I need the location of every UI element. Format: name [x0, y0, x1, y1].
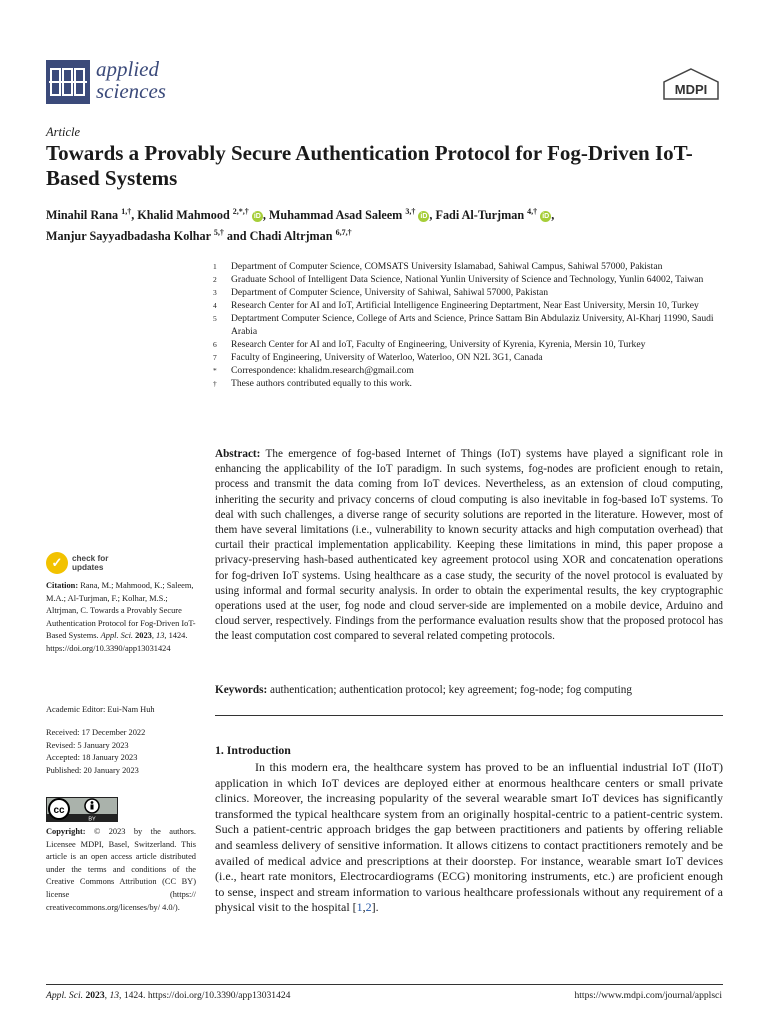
footer-doi: , 1424. https://doi.org/10.3390/app13031424 [119, 990, 291, 1001]
svg-text:cc: cc [53, 805, 65, 816]
author-affiliation-marks: 6,7,† [335, 228, 352, 238]
check-label-line2: updates [72, 563, 104, 572]
copyright-text: © 2023 by the authors. Licensee MDPI, Basel, Switzerland. This article is an open access article distributed under the terms and conditions of the Creative Commons Attribution (CC BY) license (https:// creativecommons.org/licenses/by/ 4.0/). [46, 827, 197, 912]
author [46, 208, 131, 222]
body-text-end: ]. [371, 900, 379, 915]
section-heading: 1. Introduction [215, 743, 291, 757]
keywords-text: authentication; authentication protocol; key agreement; fog-node; fog computing [270, 684, 632, 696]
cc-by-label: BY [88, 816, 96, 822]
abstract [215, 447, 723, 645]
affiliation-text: Research Center for AI and IoT, Artificial Intelligence Engineering Deptartment, Near East University, Mersin 10, Turkey [231, 300, 699, 311]
footer-volume: 13 [109, 990, 120, 1001]
affiliation-item [213, 351, 723, 364]
affiliation-list [213, 260, 723, 390]
author [269, 208, 430, 222]
affiliation-number: * [213, 366, 217, 375]
paper-title: Towards a Provably Secure Authentication Protocol for Fog-Driven IoT-Based Systems [46, 141, 693, 190]
affiliation-number: 4 [213, 301, 217, 310]
orcid-icon[interactable]: iD [253, 213, 261, 221]
affiliation-item [213, 286, 723, 299]
affiliation-text: Research Center for AI and IoT, Faculty of Engineering, University of Kyrenia, Kyrenia, Mersin 10, Turkey [231, 339, 646, 350]
publisher-name: MDPI [674, 82, 708, 97]
author-name: Minahil Rana [46, 208, 119, 223]
author [436, 208, 552, 222]
affiliation-text: Correspondence: khalidm.research@gmail.com [231, 365, 414, 376]
affiliation-item [213, 260, 723, 273]
citation-volume: 13 [156, 631, 165, 641]
cc-by-license-icon[interactable] [46, 797, 118, 822]
footer-year: 2023 [85, 990, 105, 1001]
affiliation-item [213, 377, 723, 390]
author-name: Chadi Altrjman [249, 229, 333, 244]
reference-link-1[interactable]: 1 [356, 900, 363, 915]
affiliation-text: Graduate School of Intelligent Data Science, National Yunlin University of Science and Technology, Yunlin 64002, Taiwan [231, 274, 704, 285]
orcid-icon[interactable]: iD [542, 213, 550, 221]
author-affiliation-marks: 1,† [121, 207, 132, 216]
article-type: Article [46, 125, 81, 139]
copyright-notice [46, 826, 196, 914]
affiliation-text: These authors contributed equally to this work. [231, 378, 412, 389]
citation: Citation: Rana, M.; Mahmood, K.; Saleem, M.A.; Al-Turjman, F.; Kolhar, M.S.; Altrjman, C. Towards a Provably Secure Authentication Protocol for Fog-Driven IoT-Based Systems. Appl. Sci. 2023, 13, 1424. https://doi.org/10.3390/app13031424 [46, 581, 196, 653]
publication-dates [46, 727, 196, 777]
journal-name [96, 58, 166, 102]
author-name: Fadi Al-Turjman [435, 208, 525, 223]
author-list: Minahil Rana $^{1,\dagger}$, Khalid Mahmood $^{2,*,\dagger}$ iD , Muhammad Asad Saleem $^{3,\dagger}$ iD , Fadi Al-Turjman $^{4,\dagger}$ iD , Manjur Sayyadbadasha Kolhar $^{5,\dagger}$ and Chadi Altrjman $^{6,7,\dagger}$ [46, 207, 555, 244]
affiliation-number: 3 [213, 288, 217, 297]
author-affiliation-marks: 2,*,† [232, 207, 249, 216]
date-received: Received: 17 December 2022 [46, 728, 146, 737]
affiliation-item [213, 338, 723, 351]
academic-editor: Academic Editor: Eui-Nam Huh [46, 705, 155, 714]
check-for-updates-button[interactable] [46, 552, 196, 574]
citation-label: Citation: [46, 581, 79, 590]
keywords [215, 683, 723, 698]
reference-link-2[interactable]: 2 [365, 900, 372, 915]
check-label-line1: check for [72, 554, 109, 563]
affiliation-number: 6 [213, 340, 217, 349]
author-affiliation-marks: 3,† [405, 207, 416, 216]
affiliation-item [213, 273, 723, 286]
date-accepted: Accepted: 18 January 2023 [46, 753, 138, 763]
citation-year: 2023 [135, 631, 152, 641]
abstract-label: Abstract: [215, 448, 261, 460]
author-name: Muhammad Asad Saleem [268, 208, 403, 223]
affiliation-text: Faculty of Engineering, University of Waterloo, Waterloo, ON N2L 3G1, Canada [231, 352, 543, 363]
keywords-label: Keywords: [215, 684, 268, 696]
affiliation-number: 1 [213, 262, 217, 271]
copyright-label: Copyright: [46, 827, 86, 836]
orcid-icon[interactable]: iD [420, 213, 428, 221]
affiliation-item [213, 364, 723, 377]
author-name: Khalid Mahmood [137, 208, 230, 223]
affiliation-text: Department of Computer Science, University of Sahiwal, Sahiwal 57000, Pakistan [231, 287, 549, 298]
footer-journal-url[interactable]: https://www.mdpi.com/journal/applsci [574, 990, 722, 1001]
reference-separator: , [362, 900, 366, 915]
check-icon: ✓ [46, 552, 68, 574]
footer-journal: Appl. Sci. [46, 990, 84, 1001]
author-affiliation-marks: 5,† [213, 228, 224, 238]
citation-doi: , 1424. https://doi.org/10.3390/app13031424 [46, 631, 188, 653]
author-name: Manjur Sayyadbadasha Kolhar [46, 229, 211, 244]
affiliation-number: 7 [213, 353, 217, 362]
journal-name-line2: sciences [96, 79, 166, 103]
footer-citation: Appl. Sci. 2023, 13, 1424. https://doi.org/10.3390/app13031424 [46, 990, 291, 1001]
author [137, 208, 263, 222]
abstract-text: The emergence of fog-based Internet of Things (IoT) systems have played a significant role in enhancing the applicability of the IoT paradigm. In such systems, fog-nodes are proficient enough to retain, process and transmit the data coming from IoT devices. Nevertheless, as an extension of cloud computing, inheriting the security and privacy concerns of cloud computing is also inevitable in fog-based IoT systems. To deal with such challenges, a diverse range of security solutions are reported in the literature. However, most of them have several limitations (i.e., vulnerability to known security attacks and high computation overhead) that curtail their practical implementation applicability. Keeping these limitations in mind, this paper propose a privacy-preserving hash-based authenticated key agreement protocol using XOR and concatenation operations for fog-driven IoT systems. Using healthcare as a case study, the security of the novel protocol is evaluated by using informal and formal security analysis. In order to obtain the experimental results, the key cryptographic operations used at the user, fog node and cloud server-side are implemented on a mobile device, Arduino and cloud server, respectively. Findings from the performance evaluation results show that the proposed protocol has the least computation cost compared to several related competing protocols. [215, 448, 723, 643]
affiliation-text: Deptartment Computer Science, College of Arts and Science, Prince Sattam Bin Abdulaziz University, Al-Kharj 11990, Saudi Arabia [231, 313, 714, 337]
author [250, 229, 352, 243]
affiliation-number: 2 [213, 275, 217, 284]
journal-logo-icon [46, 60, 90, 104]
body-text-part: In this modern era, the healthcare system has proved to be an influential industrial IoT (IIoT) application in which IoT devices are deployed either at enormous healthcare centers or small private clinics. Moreover, the increasing popularity of the several wearable smart IoT devices has significantly transformed the typical healthcare system from an originally hospital-centric to a patient-centric system. Such a patient-centric approach bridges the gap between practitioners and patients by offering reliable and seamless delivery of sensitive information. It allows citizens to contact practitioners remotely and be availed of medical advice and prescriptions at their doorstep. For instance, wearable smart IoT devices (i.e., heart rate monitors, Electrocardiograms (ECG) monitoring instruments, etc.) are proficient enough to sense, inspect and stream information to various healthcare professionals without any requirement of a physical visit to the hospital [ [215, 760, 723, 915]
affiliation-number: 5 [213, 314, 217, 323]
affiliation-item [213, 299, 723, 312]
body-paragraph [215, 760, 723, 916]
author [46, 229, 224, 243]
affiliation-number: † [213, 379, 217, 388]
journal-name-line1: applied [96, 57, 159, 81]
footer-divider [46, 984, 723, 985]
date-revised: Revised: 5 January 2023 [46, 740, 129, 750]
mdpi-logo-icon [662, 68, 720, 100]
author-affiliation-marks: 4,† [527, 207, 538, 216]
citation-text: Rana, M.; Mahmood, K.; Saleem, M.A.; Al-Turjman, F.; Kolhar, M.S.; Altrjman, C. Towards a Provably Secure Authentication Protocol for Fog-Driven IoT-Based Systems. [46, 581, 196, 641]
affiliation-text: Department of Computer Science, COMSATS University Islamabad, Sahiwal Campus, Sahiwal 57000, Pakistan [231, 261, 663, 272]
divider [215, 715, 723, 716]
citation-journal: Appl. Sci. [100, 631, 134, 641]
affiliation-item [213, 312, 723, 338]
date-published: Published: 20 January 2023 [46, 765, 139, 775]
